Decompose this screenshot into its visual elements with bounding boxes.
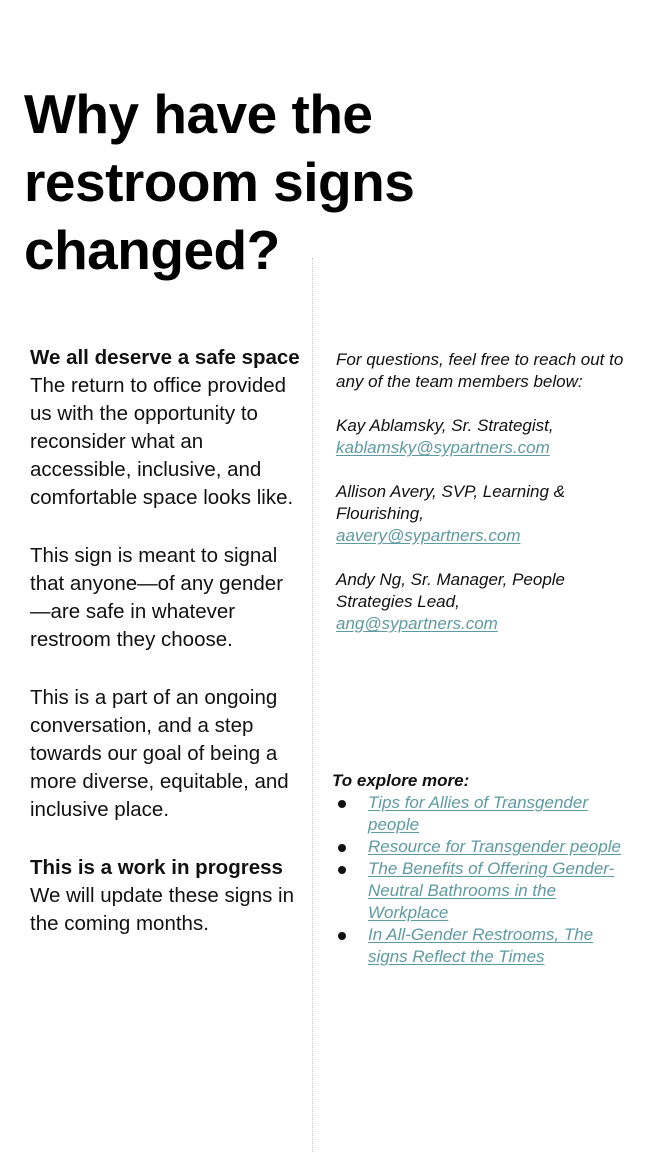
contact-intro: For questions, feel free to reach out to any of the team members below: — [336, 350, 624, 391]
resource-link-all-gender-restrooms[interactable]: In All-Gender Restrooms, The signs Reflect the Times — [368, 925, 594, 966]
list-item — [332, 858, 622, 924]
resource-link-gender-neutral-bathrooms[interactable]: The Benefits of Offering Gender-Neutral Bathrooms in the Workplace — [368, 859, 615, 922]
section-body-ongoing-conversation: This is a part of an ongoing conversation, and a step towards our goal of being a more diverse, equitable, and inclusive place. — [30, 686, 289, 821]
bullet-icon — [338, 932, 346, 940]
section-heading-safe-space: We all deserve a safe space — [30, 346, 300, 369]
bullet-icon — [338, 800, 346, 808]
explore-section — [332, 770, 622, 968]
left-column — [30, 344, 302, 938]
contact-email-link[interactable]: aavery@sypartners.com — [336, 526, 521, 545]
right-column — [336, 349, 626, 635]
bullet-icon — [338, 844, 346, 852]
resource-links-list — [332, 792, 622, 968]
section-body-sign-meaning: This sign is meant to signal that anyone—of any gender—are safe in whatever restroom they choose. — [30, 544, 284, 651]
list-item — [332, 836, 622, 858]
bullet-icon — [338, 866, 346, 874]
section-heading-work-in-progress: This is a work in progress — [30, 856, 283, 879]
section-body-return-to-office: The return to office provided us with the opportunity to reconsider what an accessible, inclusive, and comfortable space looks like. — [30, 374, 294, 509]
contact-name: Kay Ablamsky, Sr. Strategist, — [336, 416, 554, 435]
contact-email-link[interactable]: kablamsky@sypartners.com — [336, 438, 550, 457]
explore-label: To explore more: — [332, 771, 470, 790]
section-body-updates: We will update these signs in the coming months. — [30, 884, 294, 935]
contact-name: Allison Avery, SVP, Learning & Flourishing, — [336, 482, 566, 523]
list-item — [332, 792, 622, 836]
contact-email-link[interactable]: ang@sypartners.com — [336, 614, 498, 633]
resource-link-tips-for-allies[interactable]: Tips for Allies of Transgender people — [368, 793, 588, 834]
contact-entry — [336, 481, 626, 547]
resource-link-transgender-resource[interactable]: Resource for Transgender people — [368, 837, 621, 856]
contact-name: Andy Ng, Sr. Manager, People Strategies Lead, — [336, 570, 566, 611]
list-item — [332, 924, 622, 968]
page-title: Why have the restroom signs changed? — [24, 83, 415, 281]
contact-entry — [336, 569, 626, 635]
contact-entry — [336, 415, 626, 459]
column-divider — [312, 258, 313, 1152]
